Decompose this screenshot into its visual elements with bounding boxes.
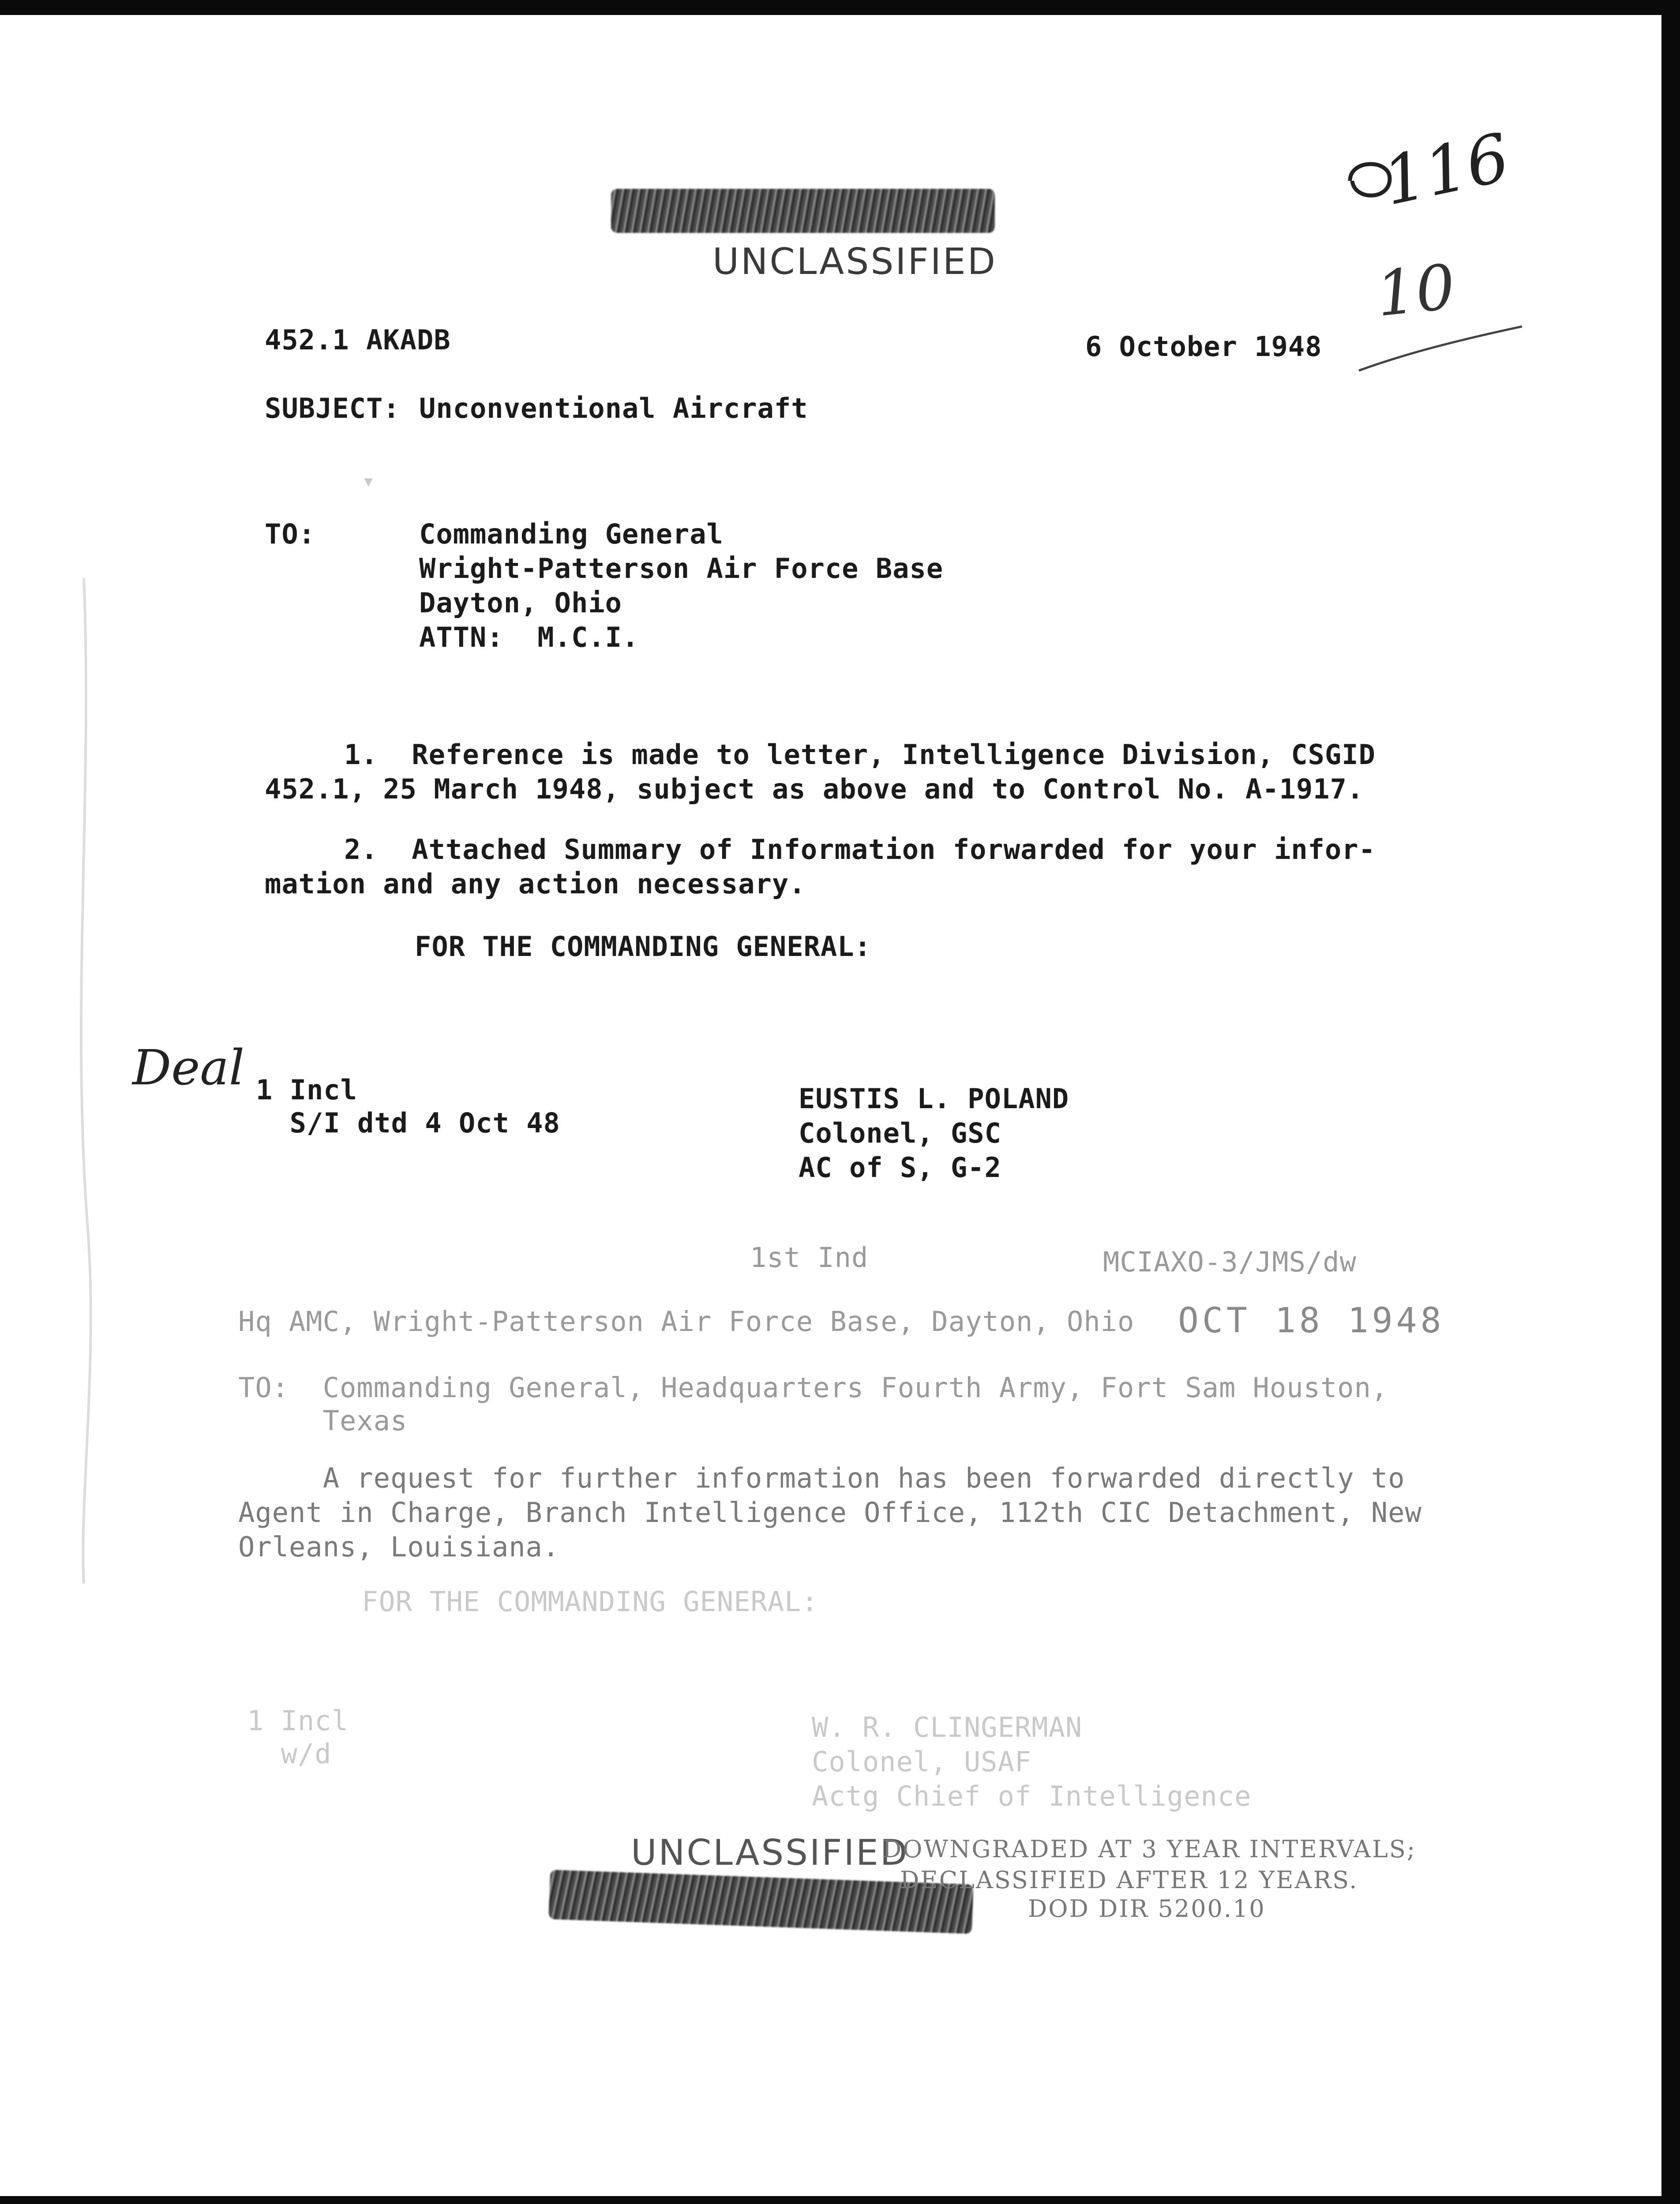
- endorsement-inclosure-line: 1 Incl: [247, 1705, 349, 1737]
- handwritten-circle-mark: [1341, 154, 1403, 207]
- handwritten-margin-note: Deal: [132, 1039, 245, 1096]
- endorsement-body-line: Orleans, Louisiana.: [238, 1531, 560, 1563]
- signature-block-line: Colonel, GSC: [799, 1117, 1001, 1149]
- endorsement-inclosure-line: w/d: [247, 1738, 332, 1770]
- file-reference: 452.1 AKADB: [265, 324, 451, 356]
- paragraph-2-line: 2. Attached Summary of Information forwarded for your infor-: [344, 833, 1376, 866]
- classification-stamp-top: UNCLASSIFIED: [712, 241, 997, 283]
- to-line: Commanding General: [419, 518, 724, 550]
- endorsement-body-line: Agent in Charge, Branch Intelligence Office, 112th CIC Detachment, New: [238, 1496, 1422, 1529]
- inclosure-line: S/I dtd 4 Oct 48: [256, 1107, 560, 1139]
- signature-block-line: EUSTIS L. POLAND: [799, 1083, 1069, 1115]
- to-line: Dayton, Ohio: [419, 587, 622, 619]
- subject-text: Unconventional Aircraft: [419, 392, 808, 424]
- signature-block-line: AC of S, G-2: [799, 1151, 1001, 1184]
- paragraph-1-line: 452.1, 25 March 1948, subject as above and to Control No. A-1917.: [265, 773, 1364, 805]
- faint-margin-pencil: [53, 573, 115, 1588]
- downgrade-stamp-line: DOWNGRADED AT 3 YEAR INTERVALS;: [882, 1835, 1417, 1863]
- handwritten-underline: [1354, 322, 1531, 384]
- to-label: TO:: [265, 518, 315, 550]
- small-top-mark: ▾: [362, 468, 375, 494]
- inclosure-line: 1 Incl: [256, 1074, 357, 1106]
- endorsement-closing: FOR THE COMMANDING GENERAL:: [362, 1586, 818, 1618]
- endorsement-title: 1st Ind: [750, 1241, 869, 1274]
- closing-line: FOR THE COMMANDING GENERAL:: [415, 930, 871, 963]
- paragraph-1-line: 1. Reference is made to letter, Intelligence Division, CSGID: [344, 738, 1376, 771]
- memo-date: 6 October 1948: [1085, 330, 1322, 363]
- endorsement-to-line: TO: Commanding General, Headquarters Fourth Army, Fort Sam Houston,: [238, 1372, 1388, 1404]
- downgrade-stamp-line: DECLASSIFIED AFTER 12 YEARS.: [900, 1866, 1358, 1894]
- paragraph-2-line: mation and any action necessary.: [265, 868, 806, 900]
- subject-label: SUBJECT:: [265, 392, 400, 424]
- handwritten-file-mark: 116: [1376, 119, 1516, 221]
- endorsement-signature-line: Colonel, USAF: [812, 1746, 1032, 1778]
- endorsement-from: Hq AMC, Wright-Patterson Air Force Base, Dayton, Ohio: [238, 1305, 1135, 1338]
- to-line: ATTN: M.C.I.: [419, 621, 639, 653]
- to-line: Wright-Patterson Air Force Base: [419, 552, 944, 585]
- classification-stamp-bottom: UNCLASSIFIED: [631, 1832, 909, 1873]
- redaction-mark-top: [611, 189, 995, 233]
- endorsement-signature-line: W. R. CLINGERMAN: [812, 1711, 1083, 1743]
- downgrade-stamp-line: DOD DIR 5200.10: [1028, 1895, 1266, 1923]
- endorsement-reference: MCIAXO-3/JMS/dw: [1103, 1246, 1357, 1278]
- endorsement-date-stamp: OCT 18 1948: [1178, 1301, 1445, 1341]
- endorsement-body-line: A request for further information has been forwarded directly to: [238, 1462, 1405, 1494]
- endorsement-to-line: Texas: [238, 1405, 408, 1437]
- endorsement-signature-line: Actg Chief of Intelligence: [812, 1780, 1252, 1812]
- handwritten-number: 10: [1372, 251, 1459, 331]
